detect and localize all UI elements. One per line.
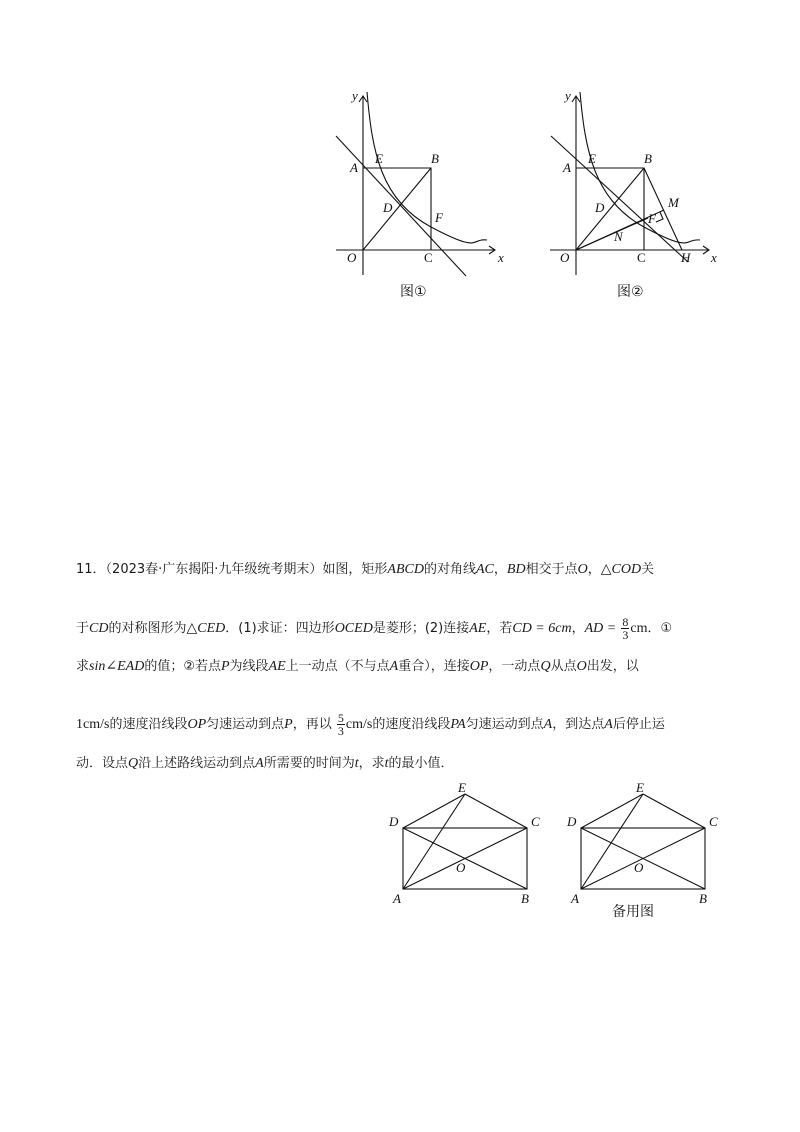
unit-cm: cm [630, 621, 648, 636]
fig3-label-e: E [458, 780, 466, 795]
text: 匀速运动到点 [206, 717, 285, 732]
math-abcd: ABCD [387, 562, 424, 577]
fig1-label-c: C [424, 250, 433, 265]
fig2-label-y: y [565, 88, 571, 103]
fig1-label-b: B [431, 151, 439, 166]
text: ，到达点 [552, 717, 605, 732]
text: 沿上述路线运动到点 [138, 756, 256, 771]
math-cd: CD [89, 621, 109, 636]
fig2-label-b: B [644, 151, 652, 166]
fig1-label-o: O [347, 250, 357, 265]
fig3-label-c: C [531, 814, 540, 829]
fig2-label-f: F [648, 211, 656, 226]
text: 出发，以 [586, 659, 639, 674]
fig3-label-b: B [521, 891, 529, 906]
text: 的对角线 [423, 562, 476, 577]
frac-den: 3 [337, 724, 344, 738]
math-tri-ced: △CED [186, 621, 226, 636]
math-oced: OCED [334, 621, 373, 636]
text: ．① [647, 621, 673, 636]
math-a-4: A [255, 756, 264, 771]
text: 的速度沿线段 [109, 717, 188, 732]
text: 为线段 [229, 659, 269, 674]
fig1-label-a: A [350, 160, 358, 175]
math-a: A [389, 659, 399, 674]
math-ae: AE [469, 621, 487, 636]
fig3-label-a: A [393, 891, 401, 906]
fig2-caption: 图② [617, 284, 644, 300]
text: 的值；②若点 [144, 659, 221, 674]
unit-cms: cm/s [345, 717, 373, 732]
math-o-2: O [576, 659, 587, 674]
text: 的对称图形为 [108, 621, 187, 636]
fig4-label-b: B [699, 891, 707, 906]
math-p-2: P [284, 717, 293, 732]
fig1-label-d: D [383, 200, 393, 215]
fig4-label-e: E [636, 780, 644, 795]
speed-1: 1cm/s [76, 717, 110, 732]
fig2-label-e: E [588, 151, 596, 166]
math-q-2: Q [128, 756, 139, 771]
text: ，若 [486, 621, 513, 636]
math-p: P [220, 659, 230, 674]
fig2-label-a: A [563, 160, 571, 175]
text: 如图，矩形 [322, 562, 388, 577]
math-t-2: t [384, 756, 389, 771]
math-a-3: A [604, 717, 613, 732]
fig2-label-m: M [668, 195, 679, 210]
fig2-label-o: O [560, 250, 570, 265]
fig1-label-f: F [435, 210, 443, 225]
math-q: Q [540, 659, 551, 674]
fig4-caption: 备用图 [612, 904, 654, 920]
text: 后停止运 [612, 717, 665, 732]
fig4-label-d: D [567, 814, 577, 829]
math-tri-cod: △COD [600, 562, 642, 577]
text: 从点 [550, 659, 577, 674]
fig3-label-d: D [389, 814, 399, 829]
text: ．(1)求证：四边形 [225, 621, 335, 636]
text: ，一动点 [488, 659, 541, 674]
text: 关 [641, 562, 655, 577]
fig2-label-d: D [595, 200, 605, 215]
frac-num: 8 [622, 615, 629, 629]
text: 动．设点 [76, 756, 129, 771]
fig4-label-c: C [709, 814, 718, 829]
math-ac: AC [476, 562, 494, 577]
fig2-label-x: x [711, 250, 717, 265]
fig1-label-e: E [375, 151, 383, 166]
frac-num: 5 [337, 711, 344, 725]
fig1-label-y: y [352, 88, 358, 103]
fig2-label-n: N [614, 229, 623, 244]
fig4-label-a: A [571, 891, 579, 906]
text: 相交于点 [525, 562, 578, 577]
math-bd: BD [506, 562, 526, 577]
problem-source: （2023春·广东揭阳·九年级统考期末） [105, 562, 323, 577]
math-a-2: A [543, 717, 553, 732]
text: 的速度沿线段 [372, 717, 451, 732]
text: 是菱形；(2)连接 [372, 621, 470, 636]
text: ， [571, 621, 585, 636]
fig2-label-c: C [637, 250, 646, 265]
text: 重合），连接 [398, 659, 470, 674]
text: 所需要的时间为 [263, 756, 355, 771]
fig1-caption: 图① [400, 284, 427, 300]
text: 匀速运动到点 [465, 717, 544, 732]
math-sin-ead: sin∠EAD [89, 659, 145, 674]
problem-number: 11． [76, 562, 106, 577]
math-pa: PA [450, 717, 466, 732]
fig2-label-h: H [681, 250, 691, 265]
text: 于 [76, 621, 90, 636]
math-cd-eq: CD = 6cm [512, 621, 572, 636]
text: 求 [76, 659, 90, 674]
text: ，再以 [292, 717, 332, 732]
text: ， [493, 562, 507, 577]
math-op: OP [469, 659, 489, 674]
math-op-2: OP [187, 717, 207, 732]
fig4-label-o: O [634, 860, 644, 875]
math-o: O [577, 562, 588, 577]
math-t: t [354, 756, 359, 771]
fig3-label-o: O [456, 860, 466, 875]
frac-den: 3 [622, 628, 629, 642]
text: ， [587, 562, 601, 577]
math-ad-eq: AD = [584, 621, 617, 636]
text: 上一动点（不与点 [285, 659, 390, 674]
math-ae-2: AE [268, 659, 286, 674]
text: ，求 [358, 756, 385, 771]
fig1-label-x: x [498, 250, 504, 265]
text: 的最小值． [388, 756, 454, 771]
